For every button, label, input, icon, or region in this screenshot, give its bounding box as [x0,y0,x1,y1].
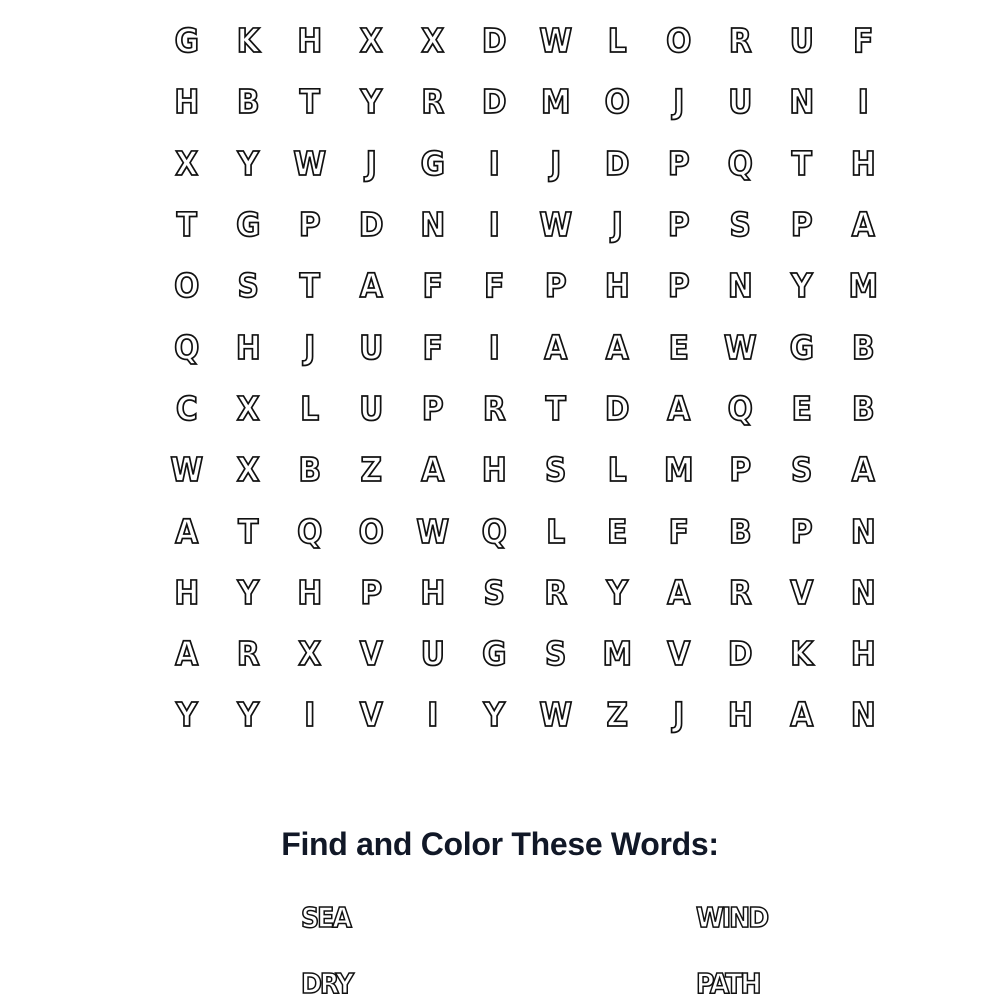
grid-letter[interactable]: U [789,21,814,61]
grid-letter[interactable]: Y [483,695,505,735]
grid-letter[interactable]: S [483,572,505,612]
grid-letter[interactable]: P [360,572,383,612]
grid-letter[interactable]: H [297,21,323,61]
grid-letter[interactable]: D [481,82,507,122]
grid-letter[interactable]: X [359,21,383,61]
grid-letter[interactable]: P [729,450,752,490]
grid-letter[interactable]: N [789,82,815,122]
letter-grid [156,10,894,746]
grid-letter[interactable]: T [545,388,566,428]
grid-letter[interactable]: Z [606,695,629,735]
grid-letter[interactable]: W [416,511,450,551]
grid-letter[interactable]: B [851,327,875,367]
grid-letter[interactable]: Q [297,511,323,551]
grid-letter[interactable]: Y [237,695,259,735]
grid-letter[interactable]: Q [727,388,753,428]
grid-letter[interactable]: A [175,634,199,674]
grid-letter[interactable]: J [673,82,685,122]
grid-letter[interactable]: A [175,511,199,551]
grid-letter[interactable]: X [421,21,445,61]
grid-letter[interactable]: N [420,205,446,245]
grid-letter[interactable]: J [673,695,685,735]
grid-letter[interactable]: R [482,388,506,428]
grid-letter[interactable]: N [850,511,876,551]
grid-letter[interactable]: H [727,695,753,735]
grid-letter[interactable]: N [727,266,753,306]
grid-letter[interactable]: O [604,82,630,122]
grid-letter[interactable]: H [850,634,876,674]
grid-letter[interactable]: L [607,450,627,490]
grid-letter[interactable]: D [481,21,507,61]
grid-letter[interactable]: K [236,21,260,61]
grid-letter[interactable]: W [723,327,757,367]
grid-letter[interactable]: R [421,82,445,122]
grid-letter[interactable]: K [790,634,814,674]
grid-letter[interactable]: I [304,695,316,735]
grid-letter[interactable]: E [607,511,628,551]
grid-letter[interactable]: N [850,695,876,735]
grid-letter[interactable]: A [544,327,568,367]
grid-letter[interactable]: R [544,572,568,612]
grid-letter[interactable]: F [422,327,443,367]
grid-letter[interactable]: Y [237,143,259,183]
grid-letter[interactable]: Y [237,572,259,612]
grid-letter[interactable]: A [421,450,445,490]
grid-letter[interactable]: Y [791,266,813,306]
grid-letter[interactable]: W [170,450,204,490]
grid-letter[interactable]: U [728,82,753,122]
grid-letter[interactable]: J [304,327,316,367]
grid-letter[interactable]: A [851,450,875,490]
grid-letter[interactable]: D [604,388,630,428]
grid-letter[interactable]: H [850,143,876,183]
grid-letter[interactable]: R [728,572,752,612]
grid-letter[interactable]: M [540,82,571,122]
grid-letter[interactable]: T [176,205,197,245]
grid-letter[interactable]: A [851,205,875,245]
grid-letter[interactable]: X [236,450,260,490]
word-list-title: Find and Color These Words: [281,826,719,862]
grid-letter[interactable]: X [175,143,199,183]
grid-letter[interactable]: X [298,634,322,674]
grid-letter[interactable]: P [421,388,444,428]
grid-letter[interactable]: Y [606,572,628,612]
grid-letter[interactable]: H [235,327,261,367]
grid-letter[interactable]: L [607,21,627,61]
grid-letter[interactable]: A [667,572,691,612]
grid-letter[interactable]: W [539,21,573,61]
grid-letter[interactable]: E [668,327,689,367]
grid-letter[interactable]: T [238,511,259,551]
grid-letter[interactable]: D [727,634,753,674]
grid-letter[interactable]: Q [481,511,507,551]
grid-letter[interactable]: F [853,21,874,61]
grid-letter[interactable]: U [420,634,445,674]
grid-letter[interactable]: C [175,388,198,428]
grid-letter[interactable]: D [358,205,384,245]
grid-letter[interactable]: T [791,143,812,183]
grid-letter[interactable]: D [604,143,630,183]
word-item-dry: DRY [301,967,353,1000]
grid-letter[interactable]: I [488,327,500,367]
grid-letter[interactable]: H [420,572,446,612]
grid-letter[interactable]: Y [176,695,198,735]
word-item-path: PATH [696,967,760,1000]
grid-letter[interactable]: Y [360,82,382,122]
grid-letter[interactable]: H [604,266,630,306]
grid-letter[interactable]: I [427,695,439,735]
grid-letter[interactable]: P [544,266,567,306]
grid-letter[interactable]: O [358,511,384,551]
grid-letter[interactable]: F [484,266,505,306]
grid-letter[interactable]: M [848,266,879,306]
grid-letter[interactable]: B [298,450,322,490]
grid-letter[interactable]: I [857,82,869,122]
grid-letter[interactable]: S [545,450,567,490]
grid-letter[interactable]: A [359,266,383,306]
grid-letter[interactable]: G [420,143,445,183]
grid-letter[interactable]: W [539,205,573,245]
grid-letter[interactable]: Q [174,327,200,367]
grid-letter[interactable]: J [365,143,377,183]
grid-letter[interactable]: T [299,82,320,122]
grid-letter[interactable]: Z [360,450,383,490]
grid-letter[interactable]: P [790,205,813,245]
grid-letter[interactable]: F [422,266,443,306]
grid-letter[interactable]: G [174,21,199,61]
grid-letter[interactable]: A [790,695,814,735]
word-item-wind: WIND [696,901,768,934]
grid-letter[interactable]: X [236,388,260,428]
word-item-sea: SEA [301,901,350,934]
grid-letter[interactable]: R [236,634,260,674]
grid-letter[interactable]: P [667,143,690,183]
grid-letter[interactable]: V [667,634,691,674]
grid-letter[interactable]: M [663,450,694,490]
grid-letter[interactable]: H [174,82,200,122]
grid-letter[interactable]: G [482,634,507,674]
grid-letter[interactable]: W [293,143,327,183]
grid-letter[interactable]: U [359,388,384,428]
grid-letter[interactable]: B [728,511,752,551]
grid-letter[interactable]: O [174,266,200,306]
grid-letter[interactable]: S [545,634,567,674]
grid-letter[interactable]: F [668,511,689,551]
grid-letter[interactable]: H [297,572,323,612]
grid-letter[interactable]: H [481,450,507,490]
grid-letter[interactable]: S [791,450,813,490]
grid-letter[interactable]: P [667,205,690,245]
grid-letter[interactable]: M [602,634,633,674]
grid-letter[interactable]: R [728,21,752,61]
grid-letter[interactable]: O [666,21,692,61]
grid-letter[interactable]: N [850,572,876,612]
grid-letter[interactable]: G [236,205,261,245]
grid-letter[interactable]: S [237,266,259,306]
grid-letter[interactable]: V [359,695,383,735]
grid-letter[interactable]: P [298,205,321,245]
grid-letter[interactable]: J [611,205,623,245]
grid-letter[interactable]: S [729,205,751,245]
grid-letter[interactable]: I [488,205,500,245]
grid-letter[interactable]: W [539,695,573,735]
grid-letter[interactable]: V [359,634,383,674]
grid-letter[interactable]: H [174,572,200,612]
grid-letter[interactable]: L [546,511,566,551]
grid-letter[interactable]: J [550,143,562,183]
grid-letter[interactable]: P [790,511,813,551]
grid-letter[interactable]: B [236,82,260,122]
grid-letter[interactable]: L [300,388,320,428]
grid-letter[interactable]: A [667,388,691,428]
grid-letter[interactable]: T [299,266,320,306]
grid-letter[interactable]: I [488,143,500,183]
grid-letter[interactable]: P [667,266,690,306]
grid-letter[interactable]: U [359,327,384,367]
grid-letter[interactable]: V [790,572,814,612]
grid-letter[interactable]: G [789,327,814,367]
grid-letter[interactable]: Q [727,143,753,183]
grid-letter[interactable]: B [851,388,875,428]
grid-letter[interactable]: A [605,327,629,367]
grid-letter[interactable]: E [791,388,812,428]
